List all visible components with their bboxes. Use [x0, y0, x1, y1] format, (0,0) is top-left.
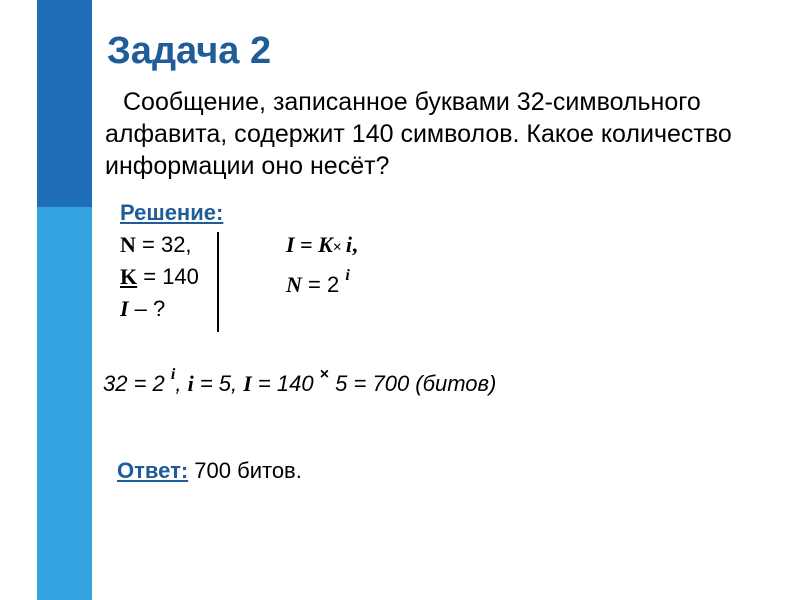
given-i: [120, 296, 165, 322]
given-k: [120, 264, 199, 290]
formula2-N: N: [286, 272, 302, 297]
calc-part-4: = 140: [251, 371, 320, 396]
formula-eq: =: [294, 232, 319, 257]
formula2-eq: = 2: [301, 272, 346, 297]
solution-heading: Решение:: [120, 200, 224, 225]
given-i-var: I: [120, 296, 129, 321]
calc-part-2: ,: [175, 371, 188, 396]
slide-title: Задача 2: [107, 30, 272, 72]
calculation-line: [103, 366, 497, 397]
given-n-value: = 32,: [135, 232, 192, 257]
calc-part-3: = 5,: [193, 371, 244, 396]
formula-times: ×: [332, 239, 346, 256]
calc-part-5: 5 = 700 (битов): [329, 371, 497, 396]
problem-statement: Сообщение, записанное буквами 32-символьного алфавита, содержит 140 символов. Какое количество информации оно несёт?: [105, 88, 732, 180]
formula-alphabet: [286, 267, 350, 298]
given-n: [120, 232, 192, 258]
calc-times: ×: [319, 366, 330, 383]
given-i-value: – ?: [128, 296, 166, 321]
given-n-var: N: [120, 232, 136, 257]
given-k-var: K: [120, 264, 138, 289]
answer-label: Ответ:: [117, 458, 189, 483]
formula2-exp: i: [345, 267, 350, 284]
given-k-value: = 140: [137, 264, 199, 289]
side-bar-top: [37, 0, 92, 207]
formula-I: I: [286, 232, 295, 257]
formula-K: K: [318, 232, 333, 257]
calc-I: I: [243, 371, 252, 396]
calc-i: i: [187, 371, 194, 396]
calc-exp: i: [170, 366, 176, 383]
side-bar-bottom: [37, 207, 92, 600]
formula-information: [286, 232, 358, 258]
answer-value: 700 битов.: [188, 458, 302, 483]
formula-comma: ,: [352, 232, 358, 257]
formula-i: i: [345, 232, 353, 257]
answer-line: [117, 458, 302, 484]
given-divider: [217, 232, 219, 332]
calc-part-1: 32 = 2: [103, 371, 171, 396]
